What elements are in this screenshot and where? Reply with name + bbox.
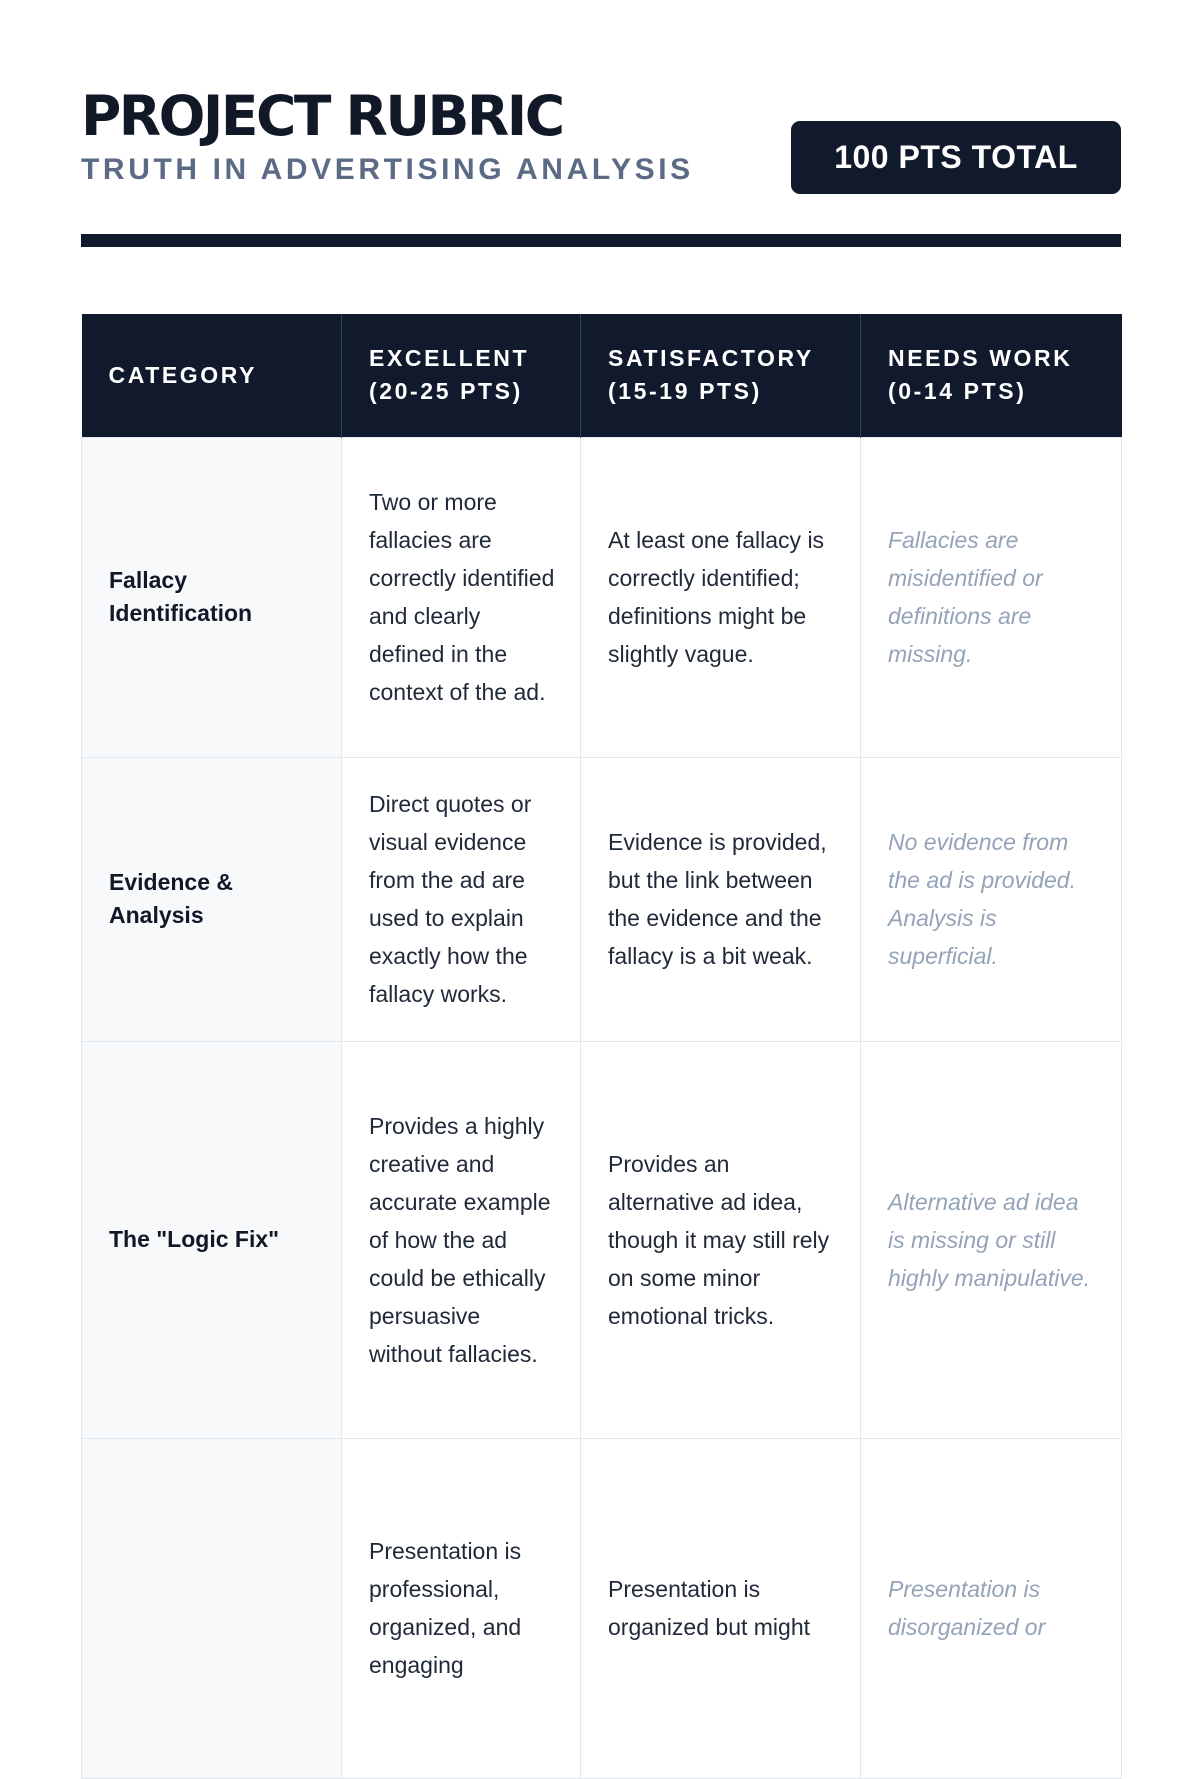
table-header bbox=[82, 314, 1122, 437]
category-cell: Fallacy Identification bbox=[82, 437, 342, 757]
satisfactory-cell: At least one fallacy is correctly identified; definitions might be slightly vague. bbox=[581, 437, 861, 757]
column-header-needs-work bbox=[861, 314, 1122, 437]
table-row bbox=[82, 1041, 1122, 1438]
satisfactory-cell: Evidence is provided, but the link between the evidence and the fallacy is a bit weak. bbox=[581, 757, 861, 1041]
column-header-satisfactory bbox=[581, 314, 861, 437]
needs-work-cell: Alternative ad idea is missing or still highly manipulative. bbox=[861, 1041, 1122, 1438]
table-row bbox=[82, 1438, 1122, 1778]
needs-work-cell: No evidence from the ad is provided. Analysis is superficial. bbox=[861, 757, 1122, 1041]
rubric-table bbox=[81, 314, 1122, 1779]
table-row bbox=[82, 437, 1122, 757]
column-header-range: (20-25 PTS) bbox=[369, 378, 523, 405]
rubric-page bbox=[81, 0, 1121, 1678]
column-header-label: SATISFACTORY bbox=[608, 345, 814, 372]
column-header-category bbox=[82, 314, 342, 437]
excellent-cell: Two or more fallacies are correctly identified and clearly defined in the context of the ad. bbox=[342, 437, 581, 757]
page-subtitle: TRUTH IN ADVERTISING ANALYSIS bbox=[81, 153, 694, 186]
excellent-cell: Presentation is professional, organized, and engaging bbox=[342, 1438, 581, 1778]
header bbox=[81, 0, 1121, 247]
satisfactory-cell: Presentation is organized but might bbox=[581, 1438, 861, 1778]
header-row bbox=[82, 314, 1122, 437]
column-header-label: NEEDS WORK bbox=[888, 345, 1073, 372]
needs-work-cell: Fallacies are misidentified or definitions are missing. bbox=[861, 437, 1122, 757]
column-header-label: EXCELLENT bbox=[369, 345, 530, 372]
column-header-range: (0-14 PTS) bbox=[888, 378, 1027, 405]
column-header-excellent bbox=[342, 314, 581, 437]
column-header-label: CATEGORY bbox=[108, 361, 258, 388]
category-cell bbox=[82, 1438, 342, 1778]
needs-work-cell: Presentation is disorganized or bbox=[861, 1438, 1122, 1778]
excellent-cell: Provides a highly creative and accurate example of how the ad could be ethically persuasive without fallacies. bbox=[342, 1041, 581, 1438]
excellent-cell: Direct quotes or visual evidence from the ad are used to explain exactly how the fallacy works. bbox=[342, 757, 581, 1041]
header-divider bbox=[81, 234, 1121, 247]
table-body bbox=[82, 437, 1122, 1778]
total-points-badge: 100 PTS TOTAL bbox=[791, 121, 1121, 194]
satisfactory-cell: Provides an alternative ad idea, though it may still rely on some minor emotional tricks. bbox=[581, 1041, 861, 1438]
category-cell: The "Logic Fix" bbox=[82, 1041, 342, 1438]
table-row bbox=[82, 757, 1122, 1041]
column-header-range: (15-19 PTS) bbox=[608, 378, 762, 405]
page-title: PROJECT RUBRIC bbox=[81, 84, 563, 148]
category-cell: Evidence & Analysis bbox=[82, 757, 342, 1041]
